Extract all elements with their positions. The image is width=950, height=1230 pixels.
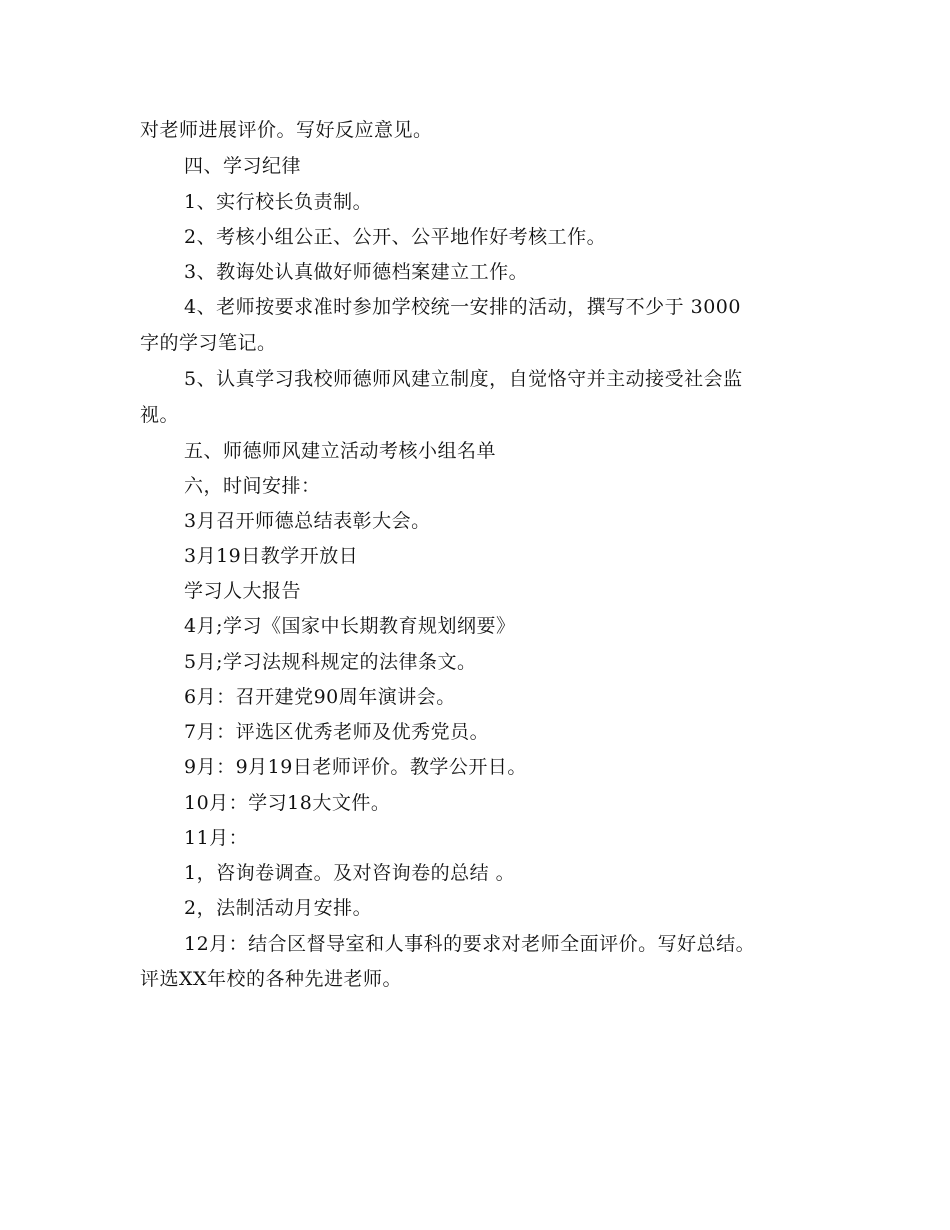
text-line: 视。: [140, 404, 180, 426]
schedule-item: 6月：召开建党90周年演讲会。: [184, 686, 456, 708]
schedule-item: 9月：9月19日老师评价。教学公开日。: [184, 756, 527, 778]
list-item: 2、考核小组公正、公开、公平地作好考核工作。: [184, 226, 607, 248]
schedule-item: 1，咨询卷调查。及对咨询卷的总结 。: [184, 862, 516, 884]
schedule-item: 7月：评选区优秀老师及优秀党员。: [184, 721, 490, 743]
section-heading: 四、学习纪律: [184, 155, 302, 177]
schedule-item: 3月19日教学开放日: [184, 545, 359, 567]
schedule-item: 12月：结合区督导室和人事科的要求对老师全面评价。写好总结。: [184, 933, 756, 955]
schedule-item: 4月;学习《国家中长期教育规划纲要》: [184, 615, 516, 637]
schedule-item: 5月;学习法规科规定的法律条文。: [184, 651, 477, 673]
section-heading: 六，时间安排：: [184, 475, 321, 497]
section-heading: 五、师德师风建立活动考核小组名单: [184, 440, 497, 462]
list-item: 5、认真学习我校师德师风建立制度，自觉恪守并主动接受社会监: [184, 368, 743, 390]
text-line: 评选XX年校的各种先进老师。: [140, 968, 403, 990]
schedule-item: 11月：: [184, 827, 249, 849]
text-line: 字的学习笔记。: [140, 332, 277, 354]
schedule-item: 3月召开师德总结表彰大会。: [184, 510, 431, 532]
list-item: 3、教诲处认真做好师德档案建立工作。: [184, 261, 529, 283]
list-item: 1、实行校长负责制。: [184, 191, 373, 213]
schedule-item: 2，法制活动月安排。: [184, 897, 373, 919]
schedule-item: 10月：学习18大文件。: [184, 792, 391, 814]
schedule-item: 学习人大报告: [184, 580, 302, 602]
text-line: 对老师进展评价。写好反应意见。: [140, 119, 433, 141]
list-item: 4、老师按要求准时参加学校统一安排的活动，撰写不少于 3000: [184, 296, 741, 318]
